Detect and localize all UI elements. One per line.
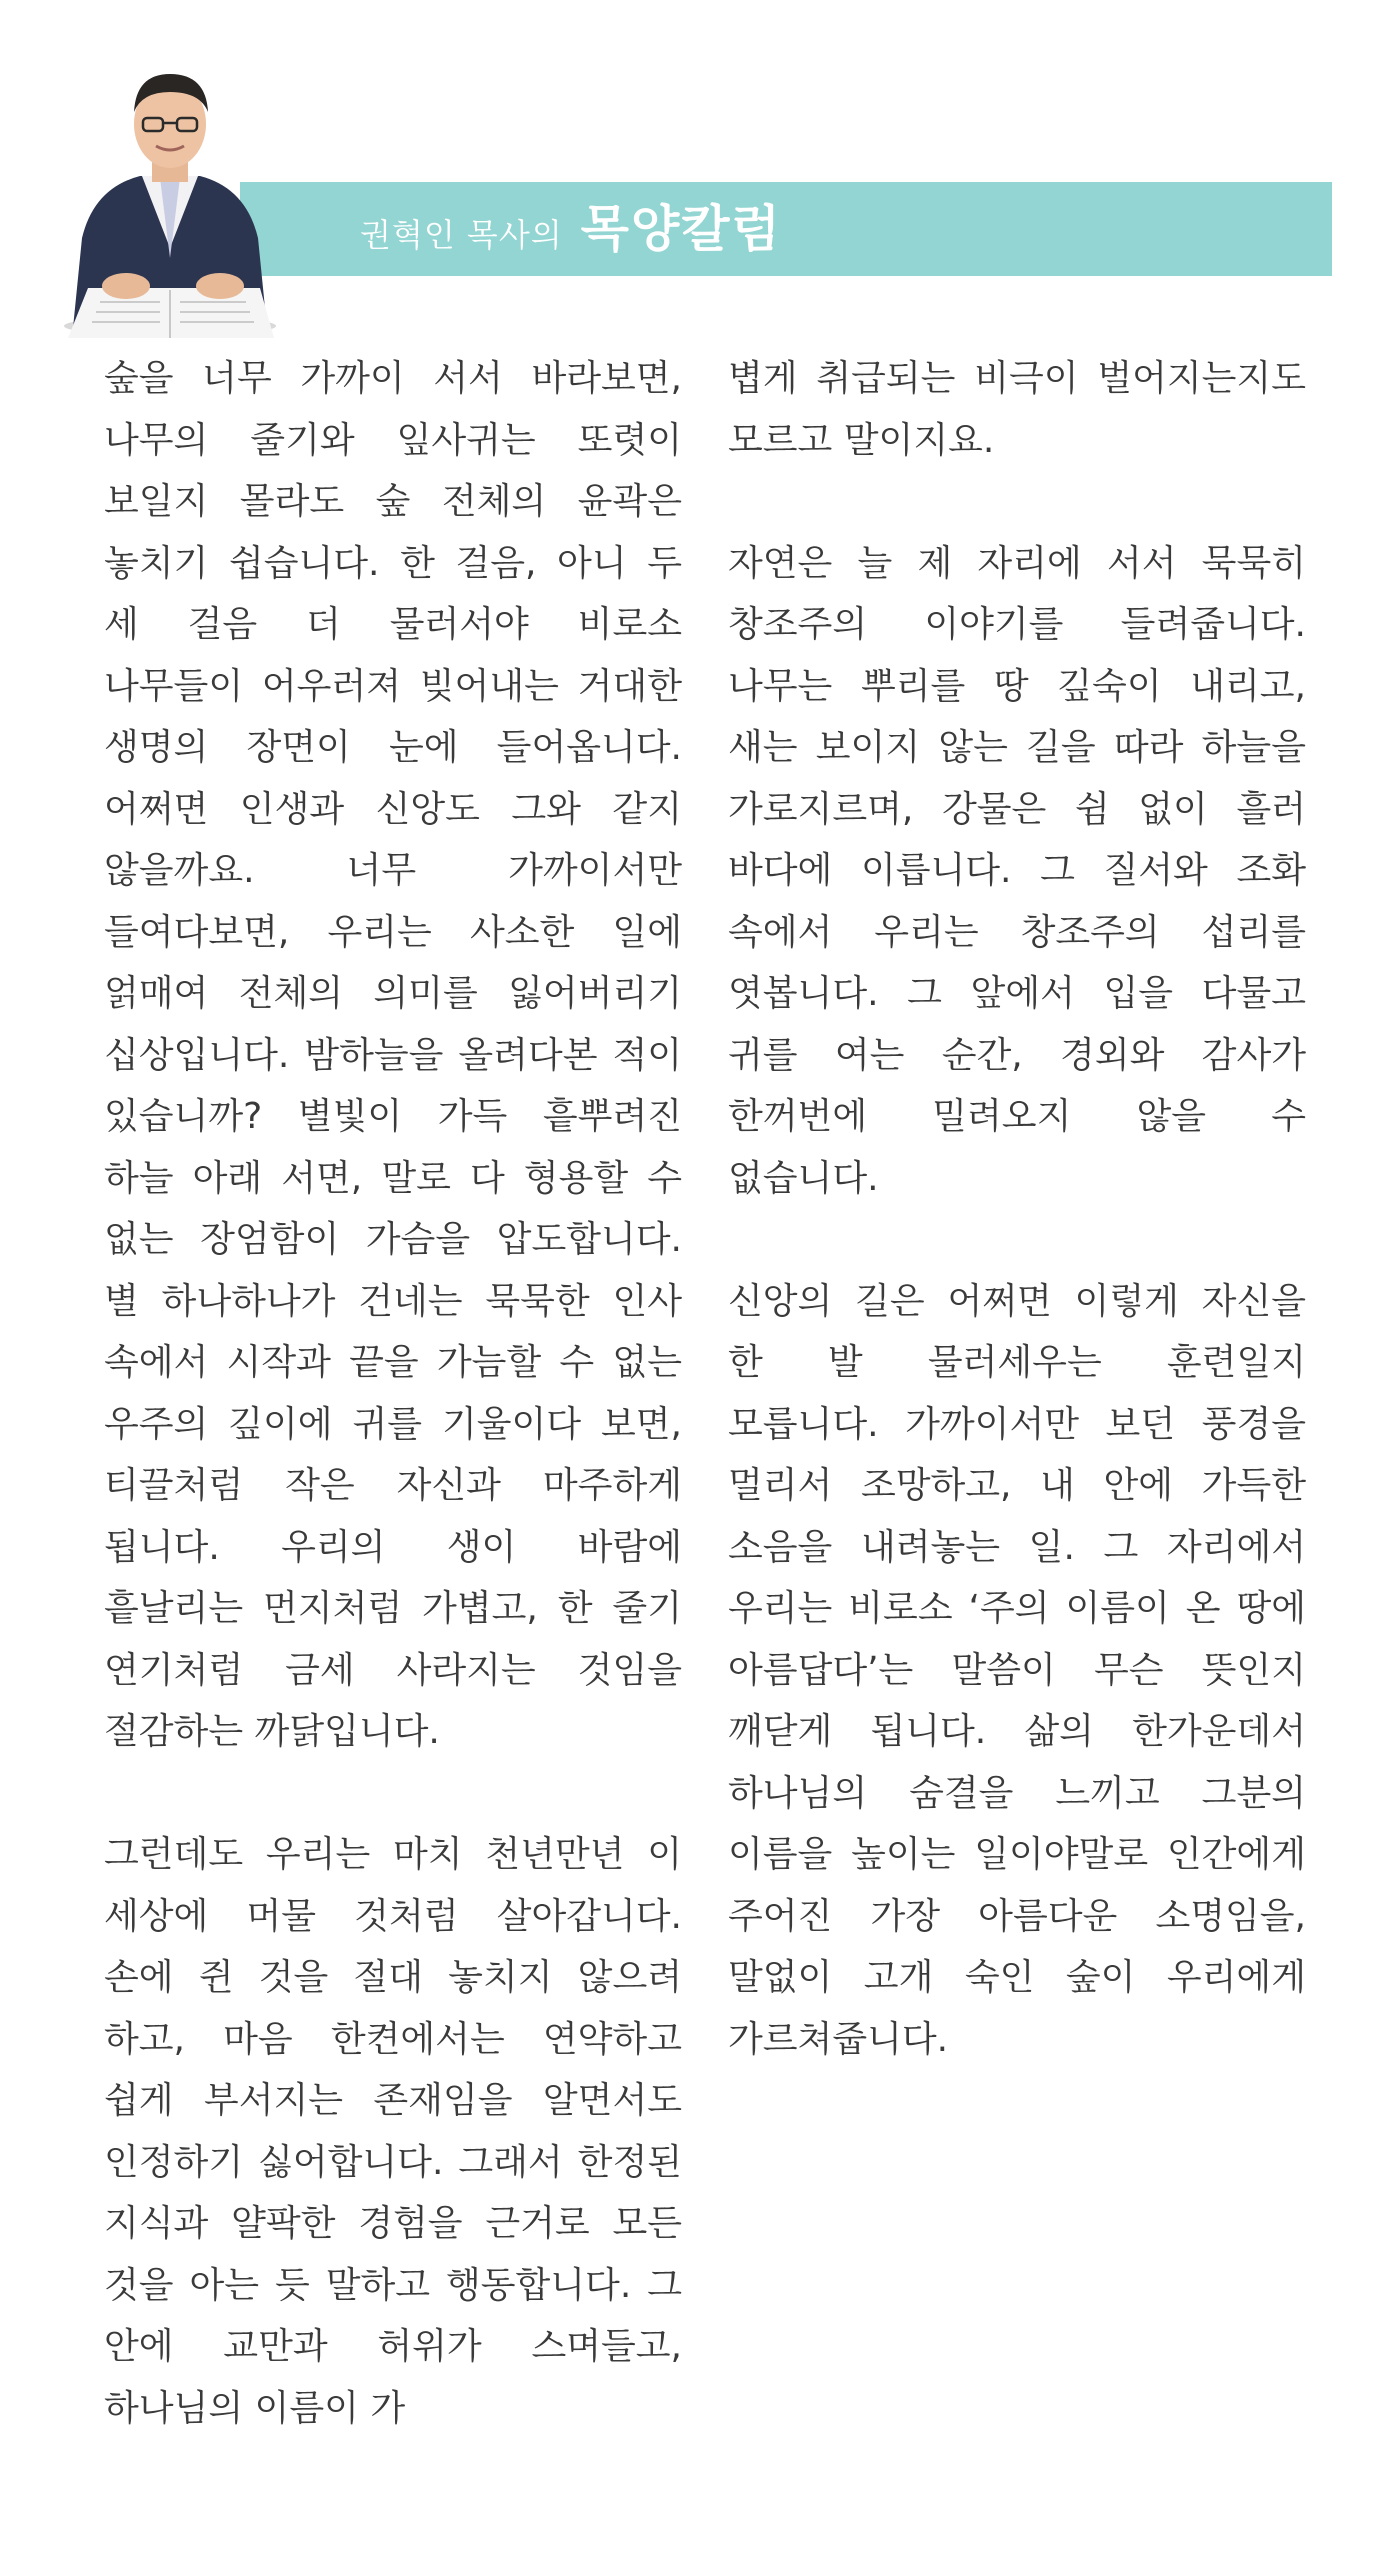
author-photo [60,48,280,338]
column-subtitle: 권혁인 목사의 [360,216,563,254]
text-column-right [728,348,1306,2070]
paragraph: 신앙의 길은 어쩌면 이렇게 자신을 한 발 물러세우는 훈련일지 모릅니다. 가까이서만 보던 풍경을 멀리서 조망하고, 내 안에 가득한 소음을 내려놓는 일. 그 자리에서 우리는 비로소 ‘주의 이름이 온 땅에 아름답다’는 말씀이 무슨 뜻인지 깨닫게 됩니다. 삶의 한가운데서 하나님의 숨결을 느끼고 그분의 이름을 높이는 일이야말로 인간에게 주어진 가장 아름다운 소명임을, 말없이 고개 숙인 숲이 우리에게 가르쳐줍니다. [728,1280,1306,2060]
paragraph: 볍게 취급되는 비극이 벌어지는지도 모르고 말이지요. [728,358,1306,461]
column-title: 목양칼럼 [580,200,782,258]
text-column-left [104,348,682,2439]
title-banner [240,182,1332,276]
paragraph: 그런데도 우리는 마치 천년만년 이 세상에 머물 것처럼 살아갑니다. 손에 쥔 것을 절대 놓치지 않으려 하고, 마음 한켠에서는 연약하고 쉽게 부서지는 존재임을 알면서도 인정하기 싫어합니다. 그래서 한정된 지식과 얄팍한 경험을 근거로 모든 것을 아는 듯 말하고 행동합니다. 그 안에 교만과 허위가 스며들고, 하나님의 이름이 가 [104,1834,682,2429]
column-header [0,0,1386,340]
paragraph: 숲을 너무 가까이 서서 바라보면, 나무의 줄기와 잎사귀는 또렷이 보일지 몰라도 숲 전체의 윤곽은 놓치기 쉽습니다. 한 걸음, 아니 두 세 걸음 더 물러서야 비로소 나무들이 어우러져 빚어내는 거대한 생명의 장면이 눈에 들어옵니다. 어쩌면 인생과 신앙도 그와 같지 않을까요. 너무 가까이서만 들여다보면, 우리는 사소한 일에 얽매여 전체의 의미를 잃어버리기 십상입니다. 밤하늘을 올려다본 적이 있습니까? 별빛이 가득 흩뿌려진 하늘 아래 서면, 말로 다 형용할 수 없는 장엄함이 가슴을 압도합니다. 별 하나하나가 건네는 묵묵한 인사 속에서 시작과 끝을 가늠할 수 없는 우주의 깊이에 귀를 기울이다 보면, 티끌처럼 작은 자신과 마주하게 됩니다. 우리의 생이 바람에 흩날리는 먼지처럼 가볍고, 한 줄기 연기처럼 금세 사라지는 것임을 절감하는 까닭입니다. [104,358,682,1752]
paragraph: 자연은 늘 제 자리에 서서 묵묵히 창조주의 이야기를 들려줍니다. 나무는 뿌리를 땅 깊숙이 내리고, 새는 보이지 않는 길을 따라 하늘을 가로지르며, 강물은 쉼 없이 흘러 바다에 이릅니다. 그 질서와 조화 속에서 우리는 창조주의 섭리를 엿봅니다. 그 앞에서 입을 다물고 귀를 여는 순간, 경외와 감사가 한꺼번에 밀려오지 않을 수 없습니다. [728,542,1306,1199]
banner-title [360,196,782,262]
